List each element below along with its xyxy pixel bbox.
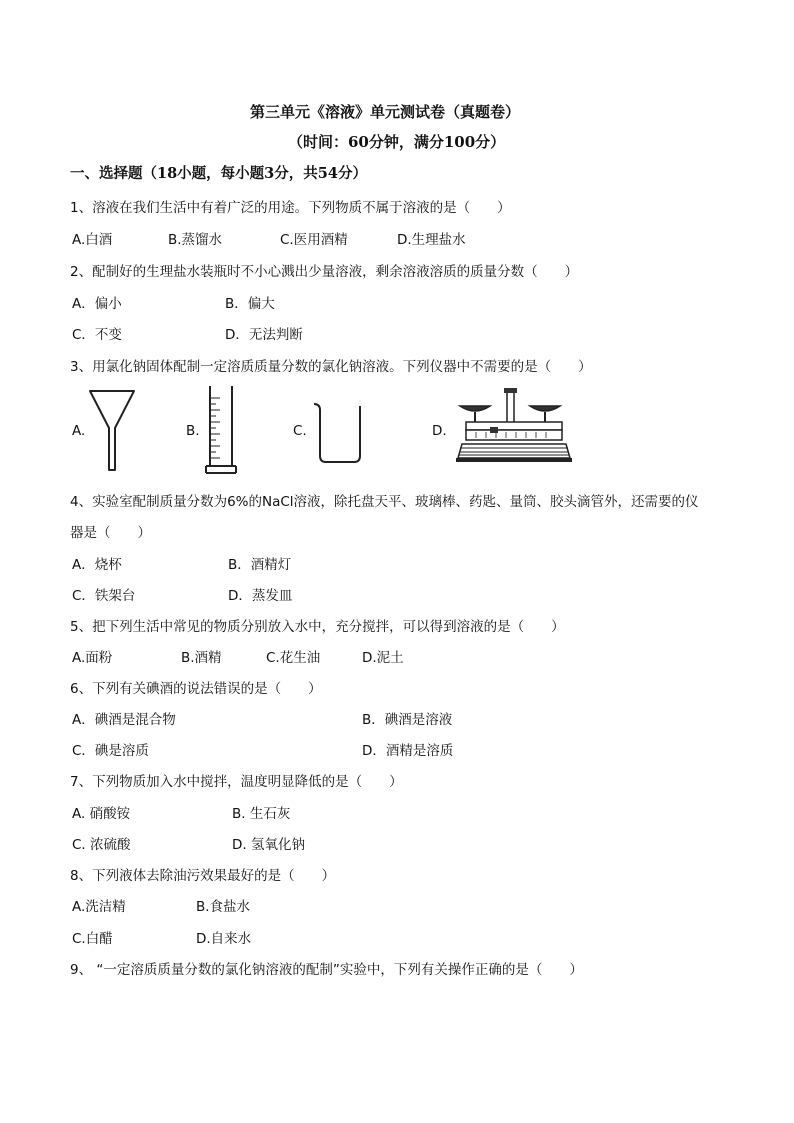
question-6-option-b: B．碘酒是溶液: [362, 712, 453, 728]
question-9-stem: 9、 “一定溶质质量分数的氯化钠溶液的配制”实验中，下列有关操作正确的是（ ）: [70, 962, 583, 978]
question-7-option-a: A. 硝酸铵: [72, 806, 131, 822]
question-4-option-c: C．铁架台: [72, 588, 136, 604]
question-8-option-c: C.白醋: [72, 931, 113, 947]
question-1-stem: 1、溶液在我们生活中有着广泛的用途。下列物质不属于溶液的是（ ）: [70, 200, 511, 216]
question-1-option-d: D.生理盐水: [397, 232, 466, 248]
page-title: 第三单元《溶液》单元测试卷（真题卷）: [250, 103, 521, 121]
question-1-option-a: A.白酒: [72, 232, 113, 248]
question-5-option-a: A.面粉: [72, 650, 113, 666]
question-5-option-c: C.花生油: [266, 650, 321, 666]
question-4-option-d: D．蒸发皿: [228, 588, 293, 604]
question-6-option-c: C．碘是溶质: [72, 743, 149, 759]
question-3-option-c: C.: [293, 423, 307, 439]
question-4-stem: 4、实验室配制质量分数为6%的NaCl溶液，除托盘天平、玻璃棒、药匙、量筒、胶头滴管外，还需要的仪: [70, 494, 699, 510]
question-2-option-d: D．无法判断: [225, 327, 303, 343]
graduated-cylinder-icon: [204, 384, 238, 476]
question-7-option-b: B. 生石灰: [232, 806, 291, 822]
question-4-option-a: A．烧杯: [72, 557, 122, 573]
question-2-stem: 2、配制好的生理盐水装瓶时不小心溅出少量溶液，剩余溶液溶质的质量分数（ ）: [70, 264, 579, 280]
question-2-option-c: C．不变: [72, 327, 122, 343]
question-8-option-d: D.自来水: [196, 931, 252, 947]
question-5-stem: 5、把下列生活中常见的物质分别放入水中，充分搅拌，可以得到溶液的是（ ）: [70, 619, 565, 635]
question-4-option-b: B．酒精灯: [228, 557, 292, 573]
balance-scale-icon: [456, 386, 572, 466]
question-3-option-b: B.: [186, 423, 200, 439]
beaker-icon: [312, 402, 368, 464]
question-7-option-c: C. 浓硫酸: [72, 837, 131, 853]
question-5-option-d: D.泥土: [362, 650, 404, 666]
question-8-option-b: B.食盐水: [196, 899, 251, 915]
question-1-option-c: C.医用酒精: [280, 232, 348, 248]
question-7-stem: 7、下列物质加入水中搅拌，温度明显降低的是（ ）: [70, 774, 403, 790]
question-5-option-b: B.酒精: [181, 650, 222, 666]
question-8-stem: 8、下列液体去除油污效果最好的是（ ）: [70, 868, 336, 884]
question-7-option-d: D. 氢氧化钠: [232, 837, 305, 853]
question-1-option-b: B.蒸馏水: [168, 232, 223, 248]
question-4-stem-continued: 器是（ ）: [70, 525, 151, 541]
section-heading: 一、选择题（18小题，每小题3分，共54分）: [70, 165, 367, 182]
question-2-option-b: B．偏大: [225, 296, 275, 312]
question-2-option-a: A．偏小: [72, 296, 122, 312]
question-6-option-a: A．碘酒是混合物: [72, 712, 176, 728]
page-subtitle: （时间：60分钟，满分100分）: [288, 133, 506, 151]
question-3-option-d: D.: [432, 423, 447, 439]
question-3-option-a: A.: [72, 423, 86, 439]
question-6-option-d: D．酒精是溶质: [362, 743, 454, 759]
question-6-stem: 6、下列有关碘酒的说法错误的是（ ）: [70, 681, 322, 697]
question-3-stem: 3、用氯化钠固体配制一定溶质质量分数的氯化钠溶液。下列仪器中不需要的是（ ）: [70, 359, 592, 375]
funnel-icon: [88, 388, 136, 474]
question-8-option-a: A.洗洁精: [72, 899, 126, 915]
